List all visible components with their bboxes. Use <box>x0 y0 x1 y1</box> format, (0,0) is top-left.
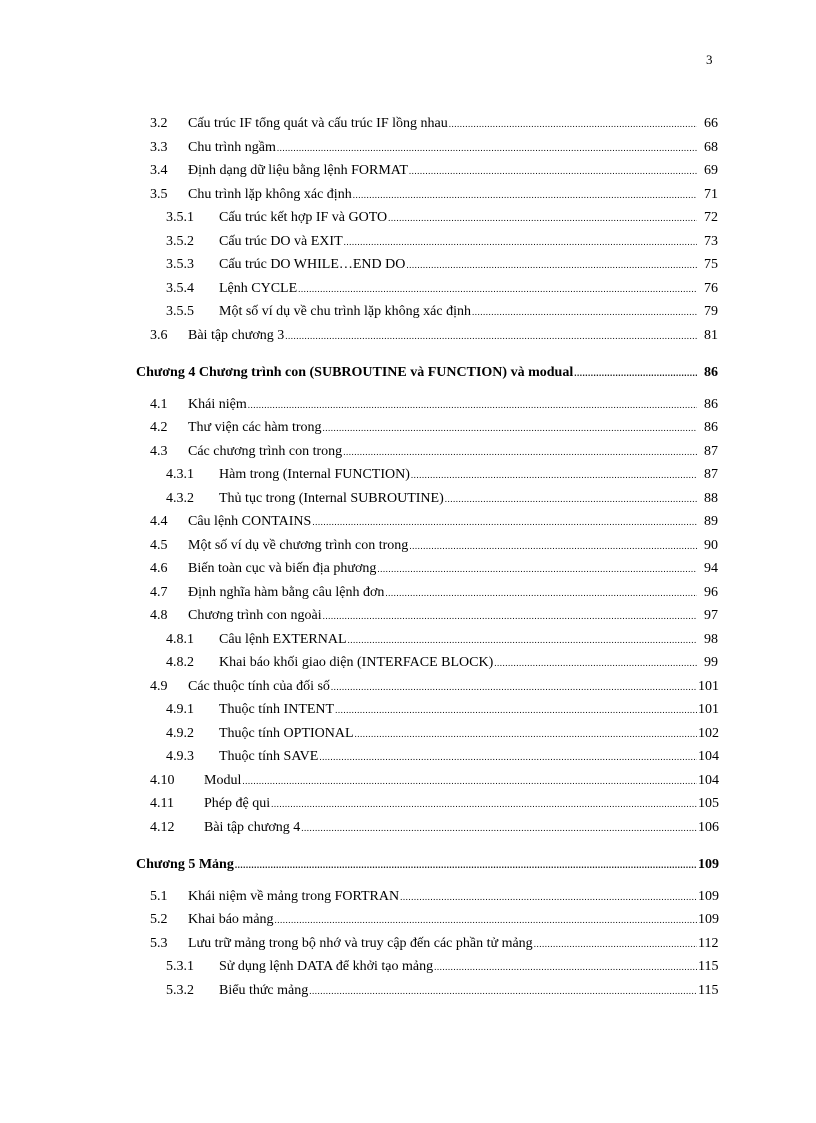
toc-entry-page: 71 <box>704 186 718 202</box>
toc-entry[interactable] <box>0 440 816 464</box>
toc-entry-number: 3.5.3 <box>166 257 194 272</box>
toc-entry-title: Chu trình lặp không xác định <box>188 186 352 202</box>
toc-entry-title: Chương 4 Chương trình con (SUBROUTINE và FUNCTION) và modual <box>136 365 574 380</box>
toc-entry-body <box>188 112 718 137</box>
dot-leader <box>344 231 697 255</box>
toc-entry-page: 89 <box>704 514 718 529</box>
toc-entry[interactable] <box>0 769 816 793</box>
toc-entry-title: Khai báo mảng <box>188 912 274 927</box>
dot-leader <box>400 886 697 910</box>
dot-leader <box>409 160 697 184</box>
toc-entry-title: Thuộc tính INTENT <box>219 702 335 717</box>
toc-entry-page: 105 <box>698 796 719 811</box>
toc-entry-title: Khái niệm <box>188 396 247 412</box>
toc-entry-page: 94 <box>704 561 718 576</box>
toc-entry[interactable] <box>0 604 816 628</box>
toc-entry-body <box>188 557 718 582</box>
dot-leader <box>301 817 697 841</box>
dot-leader <box>343 441 697 465</box>
toc-entry-page: 69 <box>704 163 718 178</box>
toc-entry-body <box>188 324 718 349</box>
toc-entry[interactable] <box>0 300 816 324</box>
dot-leader <box>298 278 697 302</box>
toc-entry-number: 3.4 <box>150 163 168 178</box>
toc-entry-title: Thuộc tính SAVE <box>219 749 319 764</box>
toc-entry-title: Bài tập chương 4 <box>204 819 301 835</box>
toc-entry[interactable] <box>0 745 816 769</box>
dot-leader <box>319 746 697 770</box>
dot-leader <box>335 699 697 723</box>
toc-entry[interactable] <box>0 698 816 722</box>
toc-entry[interactable] <box>0 979 816 1003</box>
toc-entry[interactable] <box>0 230 816 254</box>
toc-entry-page: 101 <box>698 678 719 694</box>
toc-entry[interactable] <box>0 159 816 183</box>
toc-entry-title: Bài tập chương 3 <box>188 327 285 343</box>
toc-entry-number: 3.6 <box>150 327 168 343</box>
toc-entry-page: 96 <box>704 584 718 600</box>
toc-entry-page: 115 <box>698 982 719 998</box>
dot-leader <box>242 770 697 794</box>
toc-entry-body <box>188 908 718 933</box>
toc-entry[interactable] <box>0 416 816 440</box>
toc-entry-number: 4.1 <box>150 396 168 412</box>
toc-entry-number: 4.7 <box>150 584 168 600</box>
toc-entry-number: 3.3 <box>150 139 168 155</box>
toc-entry-number: 3.5.2 <box>166 233 194 249</box>
toc-entry[interactable] <box>0 510 816 534</box>
toc-entry-title: Hàm trong (Internal FUNCTION) <box>219 467 410 482</box>
toc-entry-page: 81 <box>704 327 718 343</box>
toc-entry-number: 5.3.1 <box>166 959 194 974</box>
toc-entry-page: 101 <box>698 702 719 717</box>
toc-entry-number: 4.8.1 <box>166 631 194 647</box>
toc-entry-body <box>219 253 718 278</box>
toc-entry[interactable] <box>0 487 816 511</box>
dot-leader <box>574 362 697 386</box>
dot-leader <box>271 793 697 817</box>
toc-entry-title: Một số ví dụ về chương trình con trong <box>188 537 409 553</box>
toc-entry-title: Lệnh CYCLE <box>219 280 298 296</box>
toc-entry-page: 88 <box>704 490 718 506</box>
toc-entry[interactable] <box>0 885 816 909</box>
toc-entry[interactable] <box>0 816 816 840</box>
toc-entry-page: 87 <box>704 443 718 459</box>
toc-entry-number: 3.2 <box>150 116 168 131</box>
toc-entry-body <box>219 206 718 231</box>
toc-entry[interactable] <box>0 393 816 417</box>
toc-entry-number: 4.3.2 <box>166 490 194 506</box>
dot-leader <box>323 605 697 629</box>
toc-entry-title: Khai báo khối giao diện (INTERFACE BLOCK) <box>219 655 494 670</box>
toc-entry-title: Các chương trình con trong <box>188 443 343 459</box>
toc-entry-title: Câu lệnh EXTERNAL <box>219 631 347 647</box>
toc-entry[interactable] <box>0 651 816 675</box>
toc-entry-page: 86 <box>704 365 718 380</box>
toc-entry-number: 4.9 <box>150 678 168 694</box>
toc-entry-number: 3.5.5 <box>166 304 194 319</box>
dot-leader <box>385 582 697 606</box>
toc-entry-title: Cấu trúc DO WHILE…END DO <box>219 257 406 272</box>
toc-entry-body <box>204 792 718 817</box>
toc-entry-number: 4.10 <box>150 772 175 788</box>
toc-entry-page: 86 <box>704 420 718 435</box>
toc-entry-title: Cấu trúc IF tổng quát và cấu trúc IF lồng nhau <box>188 116 448 131</box>
toc-entry-number: 3.5.1 <box>166 210 194 225</box>
toc-entry-number: 5.3 <box>150 935 168 951</box>
dot-leader <box>411 464 697 488</box>
toc-entry-number: 4.12 <box>150 819 175 835</box>
toc-entry-body <box>219 698 718 723</box>
toc-entry-page: 73 <box>704 233 718 249</box>
toc-entry-title: Cấu trúc kết hợp IF và GOTO <box>219 210 388 225</box>
toc-entry[interactable] <box>0 136 816 160</box>
toc-entry-title: Chương 5 Mảng <box>136 857 234 872</box>
toc-entry-number: 3.5 <box>150 186 168 202</box>
toc-entry-body <box>188 416 718 441</box>
toc-entry-title: Modul <box>204 772 242 788</box>
toc-entry-title: Chương trình con ngoài <box>188 608 322 623</box>
dot-leader <box>312 511 697 535</box>
dot-leader <box>472 301 697 325</box>
toc-entry-body <box>188 581 718 606</box>
toc-entry-body <box>188 675 718 700</box>
toc-entry-number: 4.11 <box>150 796 174 811</box>
toc-entry-number: 4.2 <box>150 420 168 435</box>
dot-leader <box>409 535 697 559</box>
toc-entry-body <box>136 361 718 386</box>
toc-entry[interactable] <box>0 908 816 932</box>
toc-entry[interactable] <box>0 206 816 230</box>
toc-entry-title: Chu trình ngầm <box>188 139 276 155</box>
toc-entry-page: 109 <box>698 857 719 872</box>
toc-entry-body <box>188 183 718 208</box>
toc-entry-page: 115 <box>698 959 719 974</box>
toc-entry-body <box>219 230 718 255</box>
toc-chapter-entry[interactable] <box>0 853 816 877</box>
dot-leader <box>377 558 697 582</box>
toc-entry-title: Sử dụng lệnh DATA để khởi tạo mảng <box>219 959 434 974</box>
toc-entry-body <box>188 440 718 465</box>
toc-entry-title: Biến toàn cục và biến địa phương <box>188 561 377 576</box>
toc-entry[interactable] <box>0 675 816 699</box>
toc-entry[interactable] <box>0 628 816 652</box>
toc-entry-number: 5.2 <box>150 912 168 927</box>
toc-entry[interactable] <box>0 277 816 301</box>
toc-entry-title: Thuộc tính OPTIONAL <box>219 725 354 741</box>
toc-entry-page: 98 <box>704 631 718 647</box>
toc-entry-body <box>219 300 718 325</box>
toc-entry-number: 4.8.2 <box>166 655 194 670</box>
dot-leader <box>494 652 697 676</box>
dot-leader <box>323 417 697 441</box>
dot-leader <box>353 184 697 208</box>
toc-entry-title: Biểu thức mảng <box>219 982 309 998</box>
toc-entry-title: Câu lệnh CONTAINS <box>188 514 312 529</box>
toc-entry-page: 86 <box>704 396 718 412</box>
toc-entry-title: Khái niệm về mảng trong FORTRAN <box>188 888 400 904</box>
dot-leader <box>388 207 697 231</box>
toc-entry[interactable] <box>0 112 816 136</box>
toc-entry-page: 112 <box>698 935 719 951</box>
toc-entry-body <box>188 393 718 418</box>
toc-entry[interactable] <box>0 792 816 816</box>
table-of-contents <box>0 112 816 1002</box>
toc-entry-title: Các thuộc tính của đối số <box>188 678 330 694</box>
dot-leader <box>248 394 697 418</box>
toc-entry-body <box>188 604 718 629</box>
dot-leader <box>434 956 697 980</box>
toc-entry-page: 99 <box>704 655 718 670</box>
toc-entry-body <box>219 651 718 676</box>
toc-entry-title: Một số ví dụ về chu trình lặp không xác định <box>219 304 471 319</box>
toc-entry-body <box>136 853 718 878</box>
toc-entry-number: 4.6 <box>150 561 168 576</box>
dot-leader <box>235 854 697 878</box>
toc-entry[interactable] <box>0 253 816 277</box>
toc-entry[interactable] <box>0 324 816 348</box>
toc-entry-title: Phép đệ qui <box>204 796 271 811</box>
toc-entry-body <box>219 955 718 980</box>
toc-entry-title: Lưu trữ mảng trong bộ nhớ và truy cập đến các phần tử mảng <box>188 935 533 951</box>
dot-leader <box>449 113 697 137</box>
toc-entry[interactable] <box>0 463 816 487</box>
dot-leader <box>275 909 697 933</box>
toc-entry-page: 66 <box>704 116 718 131</box>
toc-entry-body <box>188 885 718 910</box>
toc-entry-number: 5.3.2 <box>166 982 194 998</box>
page-number: 3 <box>706 52 713 67</box>
toc-entry-page: 109 <box>698 888 719 904</box>
toc-entry-number: 4.5 <box>150 537 168 553</box>
toc-entry[interactable] <box>0 932 816 956</box>
toc-entry[interactable] <box>0 581 816 605</box>
toc-entry-title: Định nghĩa hàm bằng câu lệnh đơn <box>188 584 385 600</box>
toc-entry-number: 4.9.3 <box>166 749 194 764</box>
dot-leader <box>348 629 697 653</box>
toc-entry-page: 79 <box>704 304 718 319</box>
toc-entry-page: 102 <box>698 725 719 741</box>
toc-entry-number: 4.3 <box>150 443 168 459</box>
dot-leader <box>277 137 697 161</box>
toc-entry-number: 4.3.1 <box>166 467 194 482</box>
toc-entry-number: 5.1 <box>150 888 168 904</box>
toc-entry-page: 68 <box>704 139 718 155</box>
toc-entry-page: 97 <box>704 608 718 623</box>
toc-entry-body <box>219 487 718 512</box>
dot-leader <box>445 488 697 512</box>
toc-entry-number: 4.8 <box>150 608 168 623</box>
dot-leader <box>534 933 697 957</box>
dot-leader <box>355 723 697 747</box>
toc-entry-title: Cấu trúc DO và EXIT <box>219 233 343 249</box>
toc-entry-page: 76 <box>704 280 718 296</box>
toc-entry-body <box>188 510 718 535</box>
toc-entry-number: 4.4 <box>150 514 168 529</box>
toc-entry-body <box>204 816 718 841</box>
dot-leader <box>331 676 697 700</box>
toc-entry-title: Thư viện các hàm trong <box>188 420 322 435</box>
dot-leader <box>285 325 697 349</box>
toc-entry-body <box>219 979 718 1004</box>
toc-entry-body <box>219 277 718 302</box>
toc-entry-body <box>219 463 718 488</box>
toc-entry-number: 4.9.2 <box>166 725 194 741</box>
toc-entry-page: 106 <box>698 819 719 835</box>
toc-entry-page: 109 <box>698 912 719 927</box>
toc-entry-number: 4.9.1 <box>166 702 194 717</box>
toc-entry[interactable] <box>0 557 816 581</box>
toc-entry[interactable] <box>0 534 816 558</box>
toc-entry[interactable] <box>0 183 816 207</box>
toc-entry-body <box>219 745 718 770</box>
toc-entry[interactable] <box>0 955 816 979</box>
toc-entry-body <box>219 722 718 747</box>
toc-entry-body <box>219 628 718 653</box>
toc-entry-body <box>188 159 718 184</box>
dot-leader <box>309 980 697 1004</box>
toc-entry-page: 75 <box>704 257 718 272</box>
toc-entry-title: Thủ tục trong (Internal SUBROUTINE) <box>219 490 444 506</box>
toc-entry-title: Định dạng dữ liệu bằng lệnh FORMAT <box>188 163 408 178</box>
toc-entry-page: 72 <box>704 210 718 225</box>
toc-entry-body <box>204 769 718 794</box>
toc-entry-page: 87 <box>704 467 718 482</box>
toc-entry-page: 90 <box>704 537 718 553</box>
toc-entry-number: 3.5.4 <box>166 280 194 296</box>
toc-chapter-entry[interactable] <box>0 361 816 385</box>
toc-entry-body <box>188 534 718 559</box>
toc-entry-body <box>188 932 718 957</box>
toc-entry-body <box>188 136 718 161</box>
dot-leader <box>406 254 697 278</box>
toc-entry-page: 104 <box>698 772 719 788</box>
toc-entry-page: 104 <box>698 749 719 764</box>
toc-entry[interactable] <box>0 722 816 746</box>
